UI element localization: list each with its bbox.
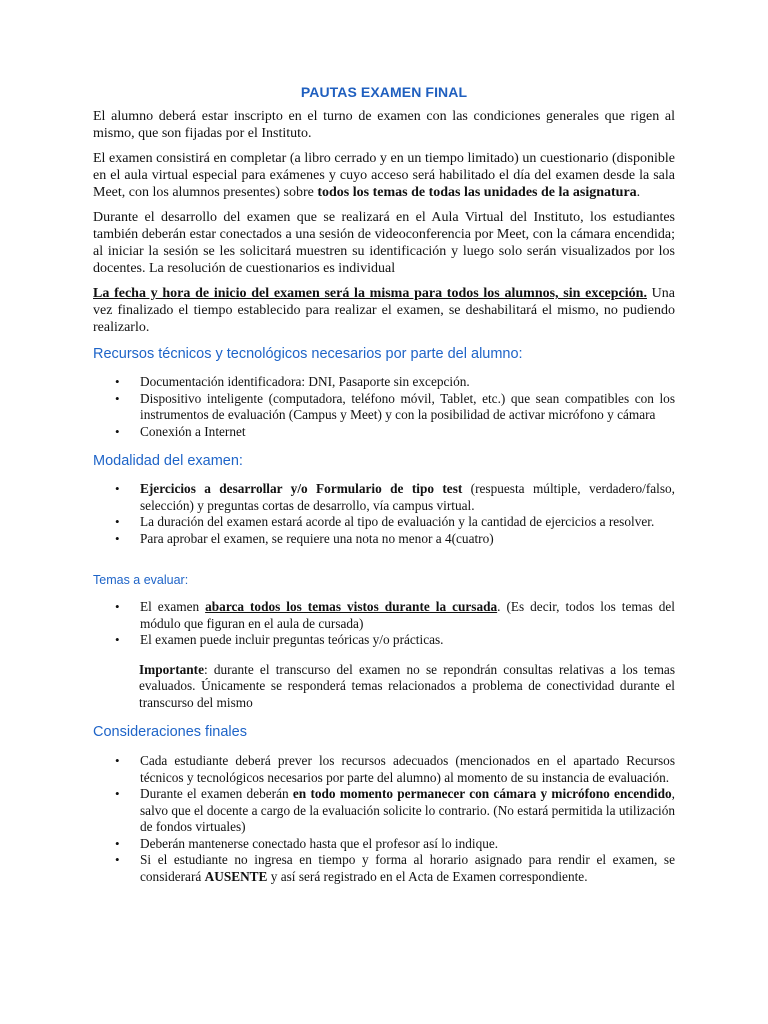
intro-paragraph-inscription: El alumno deberá estar inscripto en el turno de examen con las condiciones generales que rigen al mismo, que son fijadas por el Instituto. — [93, 109, 675, 141]
text-segment: . (Es decir, todos los temas del módulo que figuran en el aula de cursada) — [140, 599, 675, 631]
intro-paragraph-meet-session: Durante el desarrollo del examen que se realizará en el Aula Virtual del Instituto, los estudiantes también deberán estar conectados a una sesión de videoconferencia por Meet, con la cámara encendida; al iniciar la sesión se les solicitará muestren su identificación y luego solo serán visualizados por los docentes. La resolución de cuestionarios es individual — [93, 210, 675, 276]
bullet-icon: • — [115, 530, 120, 546]
text-segment: y así será registrado en el Acta de Examen correspondiente. — [267, 868, 588, 884]
recursos-list — [93, 374, 675, 440]
text-segment: , salvo que el docente a cargo de la evaluación solicite lo contrario. (No estará permitida la utilización de fondos virtuales) — [140, 786, 675, 834]
bullet-icon: • — [115, 481, 120, 496]
text-segment: Una vez finalizado el tiempo establecido para realizar el examen, se deshabilitará el mismo, no pudiendo realizarlo. — [93, 286, 676, 335]
section-heading-recursos: Recursos técnicos y tecnológicos necesarios por parte del alumno: — [93, 346, 523, 362]
intro-paragraph-exam-description — [93, 150, 675, 201]
consideraciones-list — [93, 753, 675, 885]
list-item-text: Deberán mantenerse conectado hasta que el profesor así lo indique. — [140, 835, 499, 851]
document-page — [93, 84, 675, 885]
bold-underlined-text: La fecha y hora de inicio del examen será la misma para todos los alumnos, sin excepción. — [93, 286, 647, 301]
bullet-icon: • — [115, 852, 120, 867]
list-item — [93, 514, 675, 531]
section-heading-consideraciones: Consideraciones finales — [93, 724, 247, 740]
list-item-text: El examen puede incluir preguntas teóricas y/o prácticas. — [140, 632, 444, 647]
list-item-text: Cada estudiante deberá prever los recursos adecuados (mencionados en el apartado Recursos técnicos y tecnológicos necesarios por parte del alumno) al momento de su instancia de evaluación. — [140, 753, 675, 785]
text-segment: El examen consistirá en completar (a libro cerrado y en un tiempo limitado) un cuestionario (disponible en el aula virtual especial para exámenes y cuyo acceso será habilitado el día del examen desde la sala Meet, con los alumnos presentes) sobre — [93, 151, 675, 200]
bullet-icon: • — [115, 835, 120, 851]
list-item — [93, 391, 675, 424]
text-segment: El examen — [140, 599, 206, 614]
bullet-icon: • — [115, 632, 120, 647]
list-item — [93, 481, 675, 514]
bold-text: Importante — [139, 661, 204, 677]
modalidad-list — [93, 481, 675, 547]
text-segment: Si el estudiante no ingresa en tiempo y forma al horario asignado para rendir el examen, se considerará — [140, 852, 675, 884]
list-item — [93, 632, 675, 649]
list-item — [93, 599, 675, 632]
bullet-icon: • — [115, 786, 120, 801]
text-segment: (respuesta múltiple, verdadero/falso, selección) y preguntas cortas de desarrollo, vía campus virtual. — [140, 481, 675, 513]
section-heading-temas: Temas a evaluar: — [93, 573, 189, 587]
bullet-icon: • — [115, 514, 120, 529]
bold-text: en todo momento permanecer con cámara y micrófono encendido — [292, 786, 672, 801]
list-item — [93, 753, 675, 786]
text-segment: . — [636, 185, 641, 200]
list-item — [93, 852, 675, 885]
important-note — [139, 662, 675, 712]
list-item-text: Conexión a Internet — [140, 423, 246, 439]
list-item-text: Para aprobar el examen, se requiere una nota no menor a 4(cuatro) — [140, 530, 494, 546]
text-segment: Durante el examen deberán — [140, 786, 293, 801]
bullet-icon: • — [115, 374, 120, 389]
list-item — [93, 531, 675, 548]
list-item — [93, 374, 675, 391]
temas-list — [93, 599, 675, 649]
list-item-text: Dispositivo inteligente (computadora, teléfono móvil, Tablet, etc.) que sean compatibles con los instrumentos de evaluación (Campus y Meet) y con la posibilidad de activar micrófono y cámara — [140, 390, 675, 422]
bold-text: AUSENTE — [204, 868, 268, 884]
list-item — [93, 786, 675, 836]
bullet-icon: • — [115, 753, 120, 768]
bold-text: todos los temas de todas las unidades de la asignatura — [317, 185, 637, 200]
bold-underlined-text: abarca todos los temas vistos durante la cursada — [205, 599, 498, 614]
bullet-icon: • — [115, 599, 120, 614]
list-item-text: Documentación identificadora: DNI, Pasaporte sin excepción. — [140, 374, 470, 389]
section-heading-modalidad: Modalidad del examen: — [93, 453, 243, 469]
text-segment: : durante el transcurso del examen no se repondrán consultas relativas a los temas evaluados. Únicamente se responderá temas relacionados a problema de conectividad durante el transcurso del mismo — [139, 661, 675, 710]
bold-text: Ejercicios a desarrollar y/o Formulario de tipo test — [140, 481, 463, 496]
list-item — [93, 836, 675, 853]
bullet-icon: • — [115, 423, 120, 439]
list-item — [93, 424, 675, 441]
intro-paragraph-start-time — [93, 285, 675, 336]
list-item-text: La duración del examen estará acorde al tipo de evaluación y la cantidad de ejercicios a resolver. — [140, 514, 655, 529]
bullet-icon: • — [115, 390, 120, 406]
document-title: PAUTAS EXAMEN FINAL — [300, 84, 468, 100]
